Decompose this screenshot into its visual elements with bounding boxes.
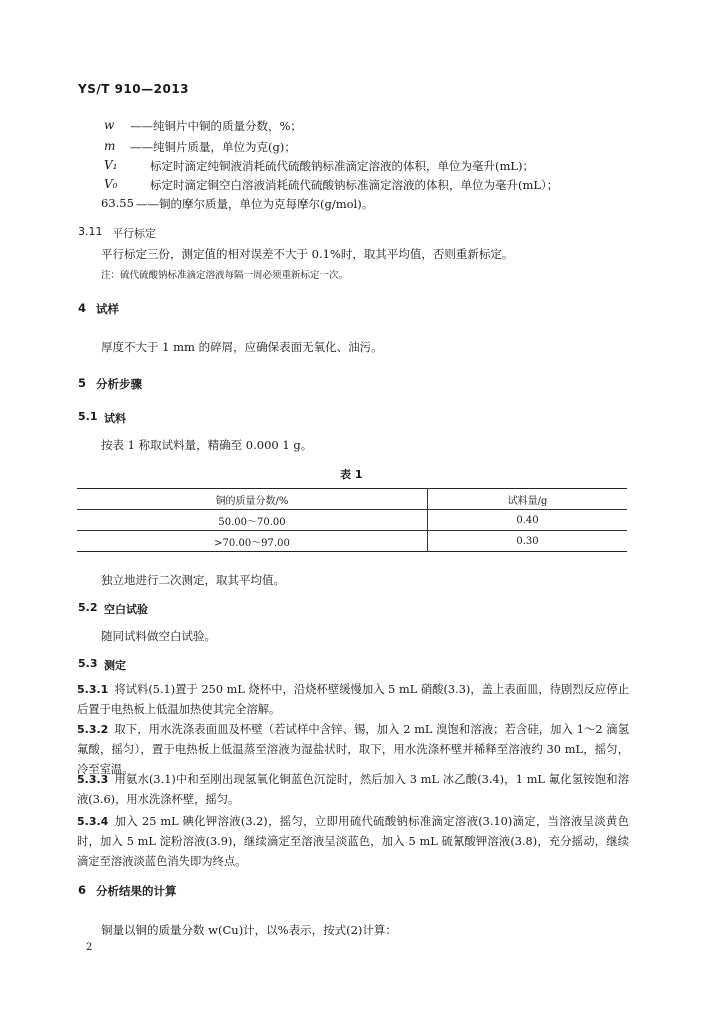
section-number: 5.1 [78, 410, 98, 423]
section-number: 3.11 [78, 225, 103, 238]
section-title: 试样 [96, 302, 119, 316]
step-text: 加入 25 mL 碘化钾溶液(3.2)，摇匀，立即用硫代硫酸钠标准滴定溶液(3.10)滴定，当溶液呈淡黄色时，加入 5 mL 淀粉溶液(3.9)，继续滴定至溶液呈淡蓝色，加入 5 mL 硫氰酸钾溶液(3.8)，充分摇动，继续滴定至溶液淡蓝色消失即为终点。 [77, 815, 629, 868]
paragraph: 独立地进行二次测定，取其平均值。 [101, 573, 285, 587]
standard-number: YS/T 910—2013 [78, 82, 190, 96]
table-header-row [77, 489, 627, 510]
step-text: 用氨水(3.1)中和至刚出现氢氧化铜蓝色沉淀时，然后加入 3 mL 冰乙酸(3.4)，1 mL 氟化氢铵饱和溶液(3.6)，用水洗涤杯壁，摇匀。 [77, 773, 629, 806]
step-number: 5.3.4 [77, 815, 109, 828]
section-number: 5.3 [78, 657, 98, 670]
table-cell: 0.30 [428, 531, 628, 552]
symbol-v0-desc: 标定时滴定铜空白溶液消耗硫代硫酸钠标准滴定溶液的体积，单位为毫升(mL）； [150, 178, 559, 192]
table-row [77, 510, 627, 531]
step-text: 将试料(5.1)置于 250 mL 烧杯中，沿烧杯壁缓慢加入 5 mL 硝酸(3.3)，盖上表面皿，待剧烈反应停止后置于电热板上低温加热使其完全溶解。 [77, 683, 629, 716]
procedure-step [77, 812, 629, 872]
data-table [77, 488, 627, 552]
paragraph: 铜量以铜的质量分数 w(Cu)计，以%表示，按式(2)计算： [101, 923, 397, 937]
step-number: 5.3.3 [77, 773, 109, 786]
symbol-m: m [104, 139, 116, 153]
section-title: 分析结果的计算 [96, 884, 177, 898]
section-number: 5.2 [78, 601, 98, 614]
step-number: 5.3.2 [77, 723, 109, 736]
symbol-w-desc: ——纯铜片中铜的质量分数，%； [130, 119, 302, 133]
table-caption: 表 1 [340, 468, 363, 481]
symbol-v1: V₁ [104, 158, 118, 172]
section-number: 4 [78, 301, 87, 315]
section-title: 平行标定 [112, 227, 156, 240]
section-title: 测定 [104, 659, 126, 672]
procedure-step [77, 680, 629, 720]
page-number: 2 [86, 942, 93, 953]
column-header: 试料量/g [428, 489, 628, 510]
paragraph: 平行标定三份，测定值的相对误差不大于 0.1%时，取其平均值，否则重新标定。 [101, 247, 514, 261]
column-header: 铜的质量分数/% [77, 489, 428, 510]
table-row [77, 531, 627, 552]
step-number: 5.3.1 [77, 683, 109, 696]
table-cell: 0.40 [428, 510, 628, 531]
section-title: 空白试验 [104, 603, 148, 616]
procedure-step [77, 770, 629, 810]
section-number: 6 [78, 883, 87, 897]
section-title: 试料 [104, 412, 126, 425]
section-title: 分析步骤 [96, 377, 142, 391]
table-cell: 50.00～70.00 [77, 510, 428, 531]
section-number: 5 [78, 376, 87, 390]
step-text: 取下，用水洗涤表面皿及杯壁（若试样中含锌、锡，加入 2 mL 溴饱和溶液；若含硅，加入 1～2 滴氢氟酸，摇匀），置于电热板上低温蒸至溶液为湿盐状时，取下，用水洗涤杯壁并稀释至溶液约 30 mL，摇匀，冷至室温。 [77, 723, 629, 776]
paragraph: 按表 1 称取试料量，精确至 0.000 1 g。 [101, 438, 313, 452]
symbol-molar-mass: 63.55 [101, 196, 134, 210]
symbol-v1-desc: 标定时滴定纯铜液消耗硫代硫酸钠标准滴定溶液的体积，单位为毫升(mL)； [150, 159, 535, 173]
symbol-v0: V₀ [104, 177, 118, 191]
note: 注：硫代硫酸钠标准滴定溶液每隔一周必须重新标定一次。 [101, 270, 349, 281]
symbol-m-desc: ——纯铜片质量，单位为克(g)； [130, 140, 296, 154]
paragraph: 随同试料做空白试验。 [101, 629, 216, 643]
symbol-molar-mass-desc: ——铜的摩尔质量，单位为克每摩尔(g/mol)。 [136, 197, 374, 211]
symbol-w: w [104, 118, 115, 132]
table-cell: >70.00～97.00 [77, 531, 428, 552]
paragraph: 厚度不大于 1 mm 的碎屑，应确保表面无氧化、油污。 [101, 340, 383, 354]
